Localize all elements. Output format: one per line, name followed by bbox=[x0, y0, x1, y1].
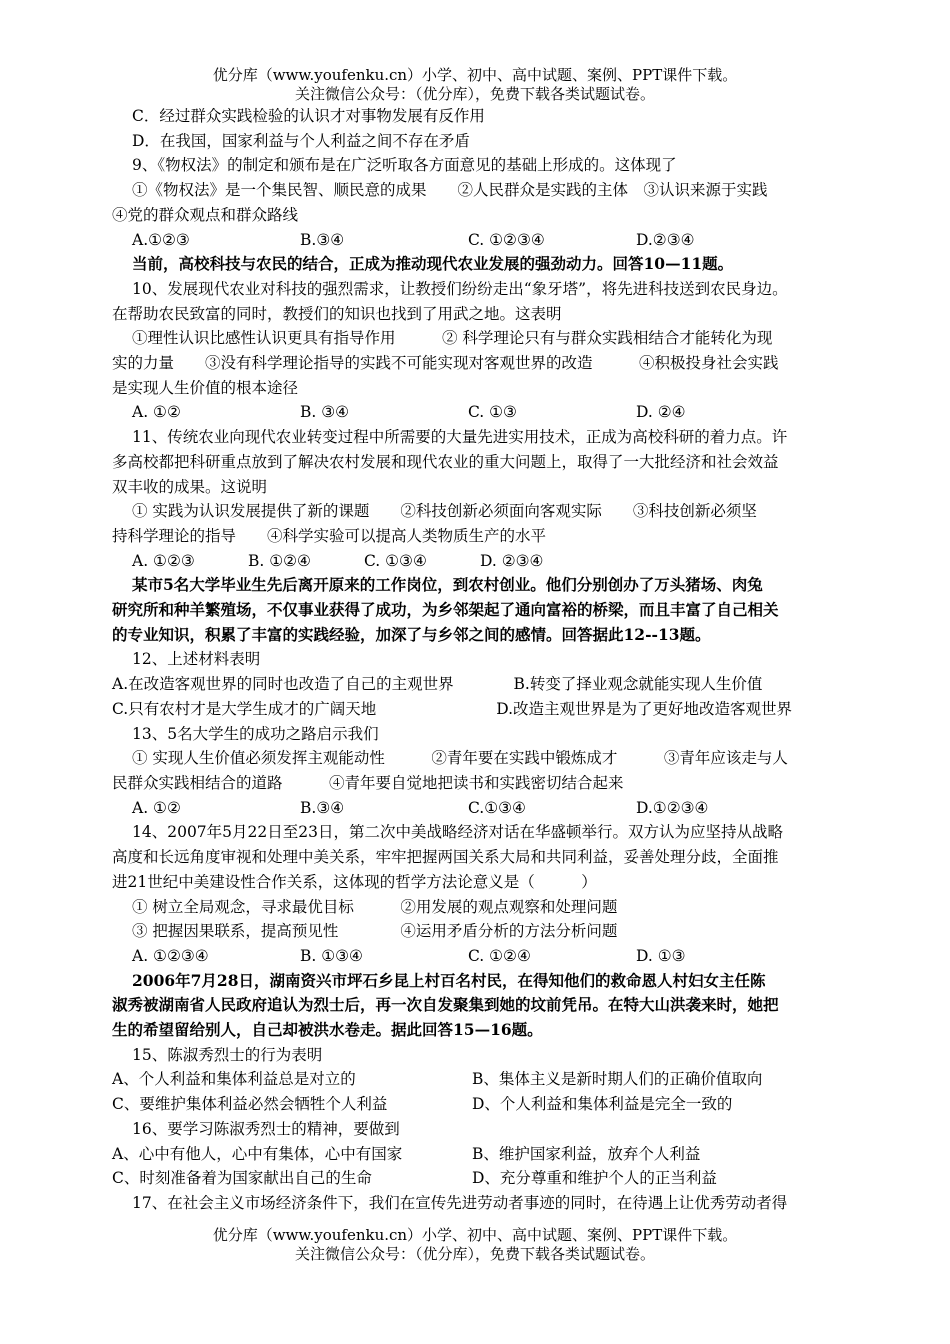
q9-option-a: A.①②③ bbox=[132, 230, 190, 249]
q15-option-a: A、个人利益和集体利益总是对立的 bbox=[112, 1070, 356, 1089]
q10-items-line-2: 实的力量 ③没有科学理论指导的实践不可能实现对客观世界的改造 ④积极投身社会实践 bbox=[112, 354, 779, 373]
material-1: 当前，高校科技与农民的结合，正成为推动现代农业发展的强劲动力。回答10—11题。 bbox=[132, 254, 734, 274]
q12-option-a: A.在改造客观世界的同时也改造了自己的主观世界 bbox=[112, 675, 454, 694]
q9-option-d: D.②③④ bbox=[636, 230, 695, 249]
q10-stem-line-1: 10、发展现代农业对科技的强烈需求，让教授们纷纷走出“象牙塔”，将先进科技送到农民身边。 bbox=[132, 279, 788, 298]
q10-option-d: D. ②④ bbox=[636, 403, 686, 422]
q16-options-row-2 bbox=[112, 1166, 842, 1191]
q15-options-row-1 bbox=[112, 1067, 842, 1092]
q10-stem-line-2: 在帮助农民致富的同时，教授们的知识也找到了用武之地。这表明 bbox=[112, 304, 562, 323]
q13-option-c: C.①③④ bbox=[468, 798, 526, 817]
q10-items-line-1: ①理性认识比感性认识更具有指导作用 ② 科学理论只有与群众实践相结合才能转化为现 bbox=[132, 329, 773, 348]
q11-items-line-2: 持科学理论的指导 ④科学实验可以提高人类物质生产的水平 bbox=[112, 526, 547, 545]
q14-option-b: B. ①③④ bbox=[300, 946, 363, 965]
material-2-line-1: 某市5名大学毕业生先后离开原来的工作岗位，到农村创业。他们分别创办了万头猪场、肉兔 bbox=[132, 575, 763, 595]
q11-option-c: C. ①③④ bbox=[364, 551, 427, 570]
header-line-2: 关注微信公众号：（优分库），免费下载各类试题试卷。 bbox=[294, 85, 655, 103]
q9-options bbox=[112, 228, 842, 253]
q12-stem: 12、上述材料表明 bbox=[132, 650, 261, 669]
q15-option-b: B、集体主义是新时期人们的正确价值取向 bbox=[472, 1070, 763, 1089]
q13-option-a: A. ①② bbox=[132, 798, 181, 817]
q11-stem-line-3: 双丰收的成果。这说明 bbox=[112, 477, 268, 496]
q11-options bbox=[112, 549, 842, 574]
material-3-line-3: 生的希望留给别人，自己却被洪水卷走。据此回答15—16题。 bbox=[112, 1020, 543, 1040]
q17-stem: 17、在社会主义市场经济条件下，我们在宣传先进劳动者事迹的同时，在待遇上让优秀劳动者得 bbox=[132, 1193, 788, 1212]
q14-option-d: D. ①③ bbox=[636, 946, 686, 965]
q10-option-a: A. ①② bbox=[132, 403, 181, 422]
q14-options bbox=[112, 944, 842, 969]
q11-option-b: B. ①②④ bbox=[248, 551, 311, 570]
exam-content bbox=[112, 104, 842, 1216]
q12-option-c: C.只有农村才是大学生成才的广阔天地 bbox=[112, 699, 377, 718]
q13-items-line-1: ① 实现人生价值必须发挥主观能动性 ②青年要在实践中锻炼成才 ③青年应该走与人 bbox=[132, 749, 788, 768]
q13-items-line-2: 民群众实践相结合的道路 ④青年要自觉地把读书和实践密切结合起来 bbox=[112, 773, 624, 792]
q11-stem-line-1: 11、传统农业向现代农业转变过程中所需要的大量先进实用技术，正成为高校科研的着力点。许 bbox=[132, 428, 788, 447]
material-3-line-2: 淑秀被湖南省人民政府追认为烈士后，再一次自发聚集到她的坟前凭吊。在特大山洪袭来时，她把 bbox=[112, 995, 779, 1015]
q9-items-line-2: ④党的群众观点和群众路线 bbox=[112, 205, 299, 224]
q15-option-d: D、个人利益和集体利益是完全一致的 bbox=[472, 1095, 733, 1114]
material-2-line-3: 的专业知识，积累了丰富的实践经验，加深了与乡邻之间的感情。回答据此12--13题。 bbox=[112, 624, 711, 644]
q16-stem: 16、要学习陈淑秀烈士的精神，要做到 bbox=[132, 1119, 400, 1138]
q14-stem-line-3: 进21世纪中美建设性合作关系，这体现的哲学方法论意义是（ ） bbox=[112, 872, 597, 891]
q14-stem-line-1: 14、2007年5月22日至23日，第二次中美战略经济对话在华盛顿举行。双方认为应坚持从战略 bbox=[132, 823, 783, 842]
q14-items-line-1: ① 树立全局观念，寻求最优目标 ②用发展的观点观察和处理问题 bbox=[132, 897, 618, 916]
q15-options-row-2 bbox=[112, 1092, 842, 1117]
q13-option-d: D.①②③④ bbox=[636, 798, 709, 817]
q11-option-a: A. ①②③ bbox=[132, 551, 195, 570]
q16-option-a: A、心中有他人，心中有集体，心中有国家 bbox=[112, 1144, 403, 1163]
q9-option-c: C. ①②③④ bbox=[468, 230, 545, 249]
material-2-line-2: 研究所和种羊繁殖场，不仅事业获得了成功，为乡邻架起了通向富裕的桥梁，而且丰富了自己相关 bbox=[112, 600, 779, 620]
footer-line-2: 关注微信公众号：（优分库），免费下载各类试题试卷。 bbox=[294, 1245, 655, 1263]
footer-line-1: 优分库（www.youfenku.cn）小学、初中、高中试题、案例、PPT课件下载。 bbox=[212, 1226, 738, 1244]
q12-option-b: B.转变了择业观念就能实现人生价值 bbox=[513, 675, 763, 694]
q16-option-d: D、充分尊重和维护个人的正当利益 bbox=[472, 1169, 717, 1188]
q11-stem-line-2: 多高校都把科研重点放到了解决农村发展和现代农业的重大问题上，取得了一大批经济和社会效益 bbox=[112, 452, 779, 471]
q14-option-a: A. ①②③④ bbox=[132, 946, 209, 965]
q10-options bbox=[112, 400, 842, 425]
q15-option-c: C、要维护集体利益必然会牺牲个人利益 bbox=[112, 1095, 388, 1114]
q12-options-row-1 bbox=[112, 672, 842, 697]
q16-option-b: B、维护国家利益，放弃个人利益 bbox=[472, 1144, 701, 1163]
q10-option-c: C. ①③ bbox=[468, 403, 517, 422]
q13-option-b: B.③④ bbox=[300, 798, 345, 817]
q13-stem: 13、5名大学生的成功之路启示我们 bbox=[132, 724, 379, 743]
q9-stem: 9、《物权法》的制定和颁布是在广泛听取各方面意见的基础上形成的。这体现了 bbox=[132, 156, 677, 175]
q12-option-d: D.改造主观世界是为了更好地改造客观世界 bbox=[496, 699, 793, 718]
q9-items-line-1: ①《物权法》是一个集民智、顺民意的成果 ②人民群众是实践的主体 ③认识来源于实践 bbox=[132, 181, 768, 200]
q13-options bbox=[112, 796, 842, 821]
q12-options-row-2 bbox=[112, 697, 842, 722]
q14-option-c: C. ①②④ bbox=[468, 946, 531, 965]
q9-option-b: B.③④ bbox=[300, 230, 345, 249]
q16-options-row-1 bbox=[112, 1142, 842, 1167]
q14-stem-line-2: 高度和长远角度审视和处理中美关系，牢牢把握两国关系大局和共同利益，妥善处理分歧，全面推 bbox=[112, 848, 779, 867]
q11-items-line-1: ① 实践为认识发展提供了新的课题 ②科技创新必须面向客观实际 ③科技创新必须坚 bbox=[132, 502, 757, 521]
q8-option-c: C．经过群众实践检验的认识才对事物发展有反作用 bbox=[132, 107, 485, 125]
q15-stem: 15、陈淑秀烈士的行为表明 bbox=[132, 1045, 323, 1064]
material-3-line-1: 2006年7月28日，湖南资兴市坪石乡昆上村百名村民，在得知他们的救命恩人村妇女主任陈 bbox=[132, 970, 766, 990]
page-footer bbox=[0, 1226, 950, 1264]
header-line-1: 优分库（www.youfenku.cn）小学、初中、高中试题、案例、PPT课件下载。 bbox=[212, 66, 738, 84]
q10-items-line-3: 是实现人生价值的根本途径 bbox=[112, 378, 299, 397]
q8-option-d: D．在我国，国家利益与个人利益之间不存在矛盾 bbox=[132, 131, 470, 150]
page-header bbox=[0, 66, 950, 104]
q14-items-line-2: ③ 把握因果联系，提高预见性 ④运用矛盾分析的方法分析问题 bbox=[132, 922, 618, 941]
q11-option-d: D. ②③④ bbox=[480, 551, 544, 570]
q16-option-c: C、时刻准备着为国家献出自己的生命 bbox=[112, 1169, 372, 1188]
q10-option-b: B. ③④ bbox=[300, 403, 350, 422]
